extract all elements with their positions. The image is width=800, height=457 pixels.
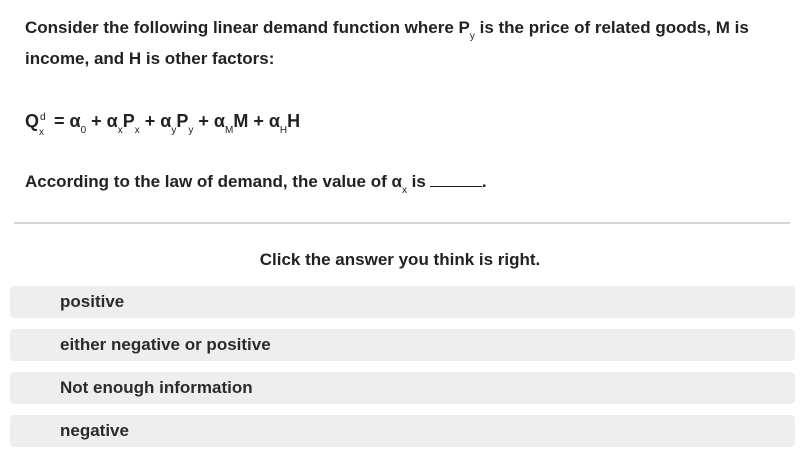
law-end: . xyxy=(481,172,487,191)
law-of-demand-prompt xyxy=(25,172,785,196)
option-label: negative xyxy=(60,421,129,440)
law-text: According to the law of demand, the value of α xyxy=(25,172,402,191)
answer-options xyxy=(10,286,795,457)
eq-plus-alpha: + α xyxy=(139,111,172,131)
eq-ax-sub: x xyxy=(117,125,123,136)
question-intro xyxy=(25,14,785,45)
eq-plus-alpha: + α xyxy=(248,111,280,131)
option-label: positive xyxy=(60,292,125,311)
eq-ay-sub: y xyxy=(171,125,177,136)
eq-a0-sub: 0 xyxy=(80,125,87,136)
divider xyxy=(14,222,790,224)
option-negative[interactable] xyxy=(10,415,795,447)
answer-blank xyxy=(430,185,482,187)
eq-px-sub: x xyxy=(134,125,140,136)
eq-q-sup: d xyxy=(40,112,46,123)
option-label: either negative or positive xyxy=(60,335,271,354)
question-intro-text-2: is the price of related goods, M is xyxy=(474,18,749,37)
subscript-y: y xyxy=(469,31,475,42)
instruction-text: Click the answer you think is right. xyxy=(259,250,541,269)
option-not-enough-information[interactable] xyxy=(10,372,795,404)
eq-am-sub: M xyxy=(224,125,234,136)
eq-q-scripts xyxy=(39,112,49,138)
eq-py: P xyxy=(176,111,189,131)
law-is: is xyxy=(406,172,426,191)
eq-equals-alpha: = α xyxy=(49,111,81,131)
eq-q: Q xyxy=(25,111,40,131)
eq-m: M xyxy=(233,111,249,131)
option-either-negative-or-positive[interactable] xyxy=(10,329,795,361)
eq-plus-alpha: + α xyxy=(193,111,225,131)
eq-py-sub: y xyxy=(188,125,194,136)
question-intro-line2: income, and H is other factors: xyxy=(25,49,275,68)
eq-plus-alpha: + α xyxy=(86,111,118,131)
eq-ah-sub: H xyxy=(279,125,288,136)
eq-h: H xyxy=(287,111,301,131)
option-label: Not enough information xyxy=(60,378,253,397)
eq-px: P xyxy=(122,111,135,131)
question-block xyxy=(25,14,785,196)
eq-q-sub: x xyxy=(39,127,45,138)
question-intro-text: Consider the following linear demand function where P xyxy=(25,18,470,37)
option-positive[interactable] xyxy=(10,286,795,318)
law-sub: x xyxy=(401,185,407,196)
demand-equation xyxy=(25,111,785,138)
